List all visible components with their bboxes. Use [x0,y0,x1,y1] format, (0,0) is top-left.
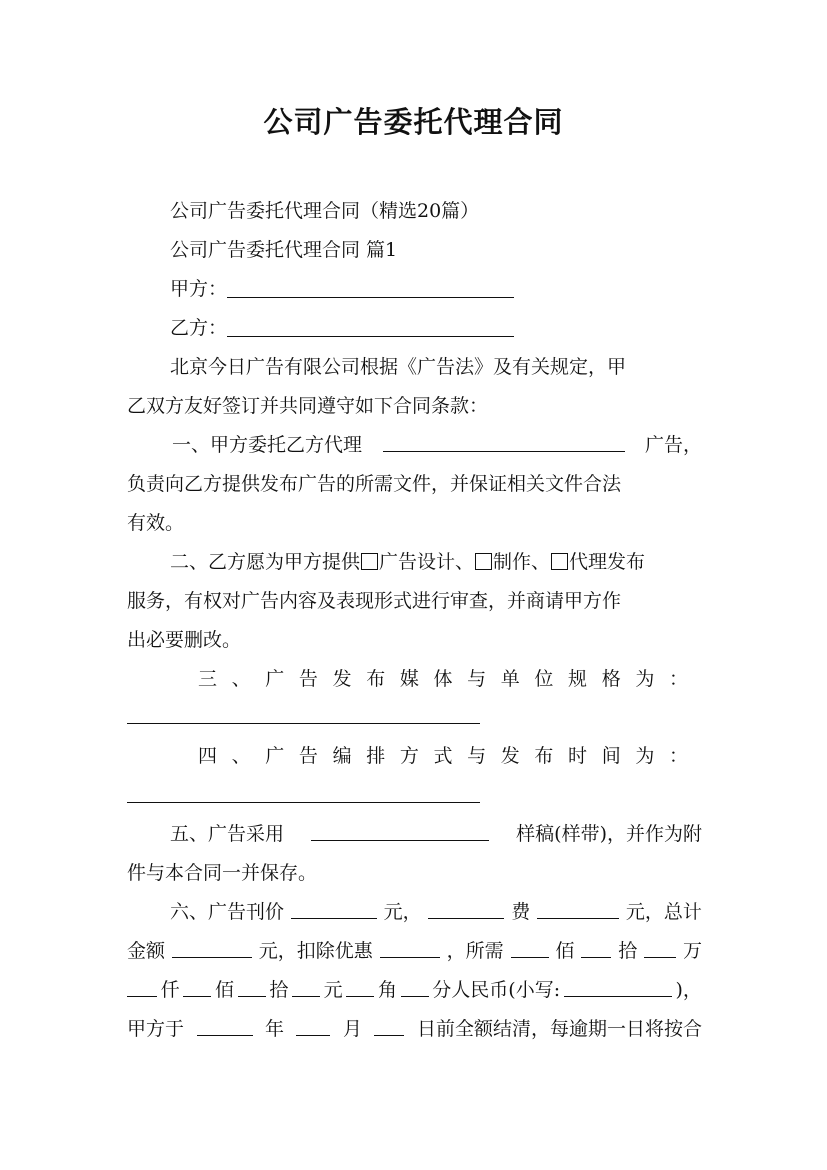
article-heading: 公司广告委托代理合同 篇1 [170,239,398,261]
clause4-char: 为 [635,745,655,767]
checkbox-design [361,553,378,570]
clause1-line-1 [172,431,702,459]
clause3-line-1 [198,665,688,693]
clause6-text: 金额 [127,940,166,962]
clause3-blank [127,723,480,724]
party-a-line [170,275,702,303]
clause6-line-3 [127,976,702,1004]
clause2-line-2: 服务，有权对广告内容及表现形式进行审查，并商请甲方作 [127,590,622,612]
clause2-line-1 [170,548,702,576]
jiao-blank [346,976,374,997]
intro-line-2: 乙双方友好签订并共同遵守如下合同条款： [127,395,489,417]
clause5-line-1 [170,820,702,848]
clause6-text: 元，总计 [625,901,702,923]
intro-line-1: 北京今日广告有限公司根据《广告法》及有关规定，甲 [170,356,627,378]
clause3-char: 体 [433,668,453,690]
clause4-char: 、 [231,745,251,767]
day-blank [374,1015,404,1036]
clause1-suffix: 广告， [644,434,702,456]
clause6-text: 日前全额结清，每逾期一日将按合 [416,1018,702,1040]
discount-blank [380,937,440,958]
million-blank [644,937,676,958]
clause3-char: 与 [467,668,487,690]
subtitle: 公司广告委托代理合同（精选20篇） [170,200,480,222]
ten-million-blank [581,937,611,958]
year-blank [197,1015,253,1036]
fee-type-blank [428,898,504,919]
clause3-char: 、 [231,668,251,690]
party-a-blank [227,277,514,298]
checkbox-production [475,553,492,570]
clause6-text: 拾 [618,940,638,962]
clause1-line-2: 负责向乙方提供发布广告的所需文件，并保证相关文件合法 [127,473,622,495]
clause4-line-1 [198,742,688,770]
month-blank [296,1015,330,1036]
ten-blank [238,976,266,997]
amount-blank [172,937,252,958]
clause2-opt2: 制作、 [493,551,551,573]
fee-blank [537,898,619,919]
clause4-char: 发 [500,745,520,767]
lowercase-amount-blank [564,976,672,997]
clause6-line-2 [127,937,702,965]
clause6-text: 仟 [160,979,180,1001]
clause4-char: 四 [198,745,218,767]
clause6-text: 元， [383,901,422,923]
hundred-blank [183,976,211,997]
thousand-blank [127,976,157,997]
clause5-prefix: 五、广告采用 [170,823,285,845]
clause6-text: 佰 [214,979,234,1001]
clause2-opt3: 代理发布 [569,551,646,573]
party-b-line [170,314,702,342]
clause6-text: 佰 [555,940,575,962]
fen-blank [401,976,429,997]
clause3-char: 布 [366,668,386,690]
clause2-line-3: 出必要删改。 [127,629,242,651]
clause5-line-2: 件与本合同一并保存。 [127,862,318,884]
clause3-char: 规 [568,668,588,690]
clause6-line-4 [127,1015,702,1043]
party-b-label: 乙方： [170,317,228,339]
clause3-char: 广 [265,668,285,690]
clause6-text: 万 [682,940,702,962]
clause6-line-1 [170,898,702,926]
party-b-blank [227,316,514,337]
clause6-text: 费 [511,901,531,923]
clause4-char: 排 [366,745,386,767]
clause1-line-3: 有效。 [127,512,185,534]
clause4-blank [127,802,480,803]
clause3-char: 单 [500,668,520,690]
clause3-char: 为 [635,668,655,690]
checkbox-agency [551,553,568,570]
clause4-char: 方 [399,745,419,767]
party-a-label: 甲方： [170,278,228,300]
clause3-char: 发 [332,668,352,690]
clause6-text: 甲方于 [127,1018,185,1040]
clause3-char: 格 [601,668,621,690]
clause4-char: 时 [568,745,588,767]
clause1-prefix: 一、甲方委托乙方代理 [172,434,363,456]
clause4-char: 编 [332,745,352,767]
clause6-text: )， [675,979,702,1001]
clause5-blank [311,820,489,841]
clause6-text: 六、广告刊价 [170,901,285,923]
hundred-million-blank [511,937,549,958]
clause4-char: 布 [534,745,554,767]
clause6-text: 角 [377,979,397,1001]
clause6-text: 拾 [269,979,289,1001]
clause4-char: 广 [265,745,285,767]
clause6-text: ，所需 [446,940,504,962]
yuan-blank [292,976,320,997]
clause1-blank [383,431,625,452]
clause4-char: 间 [601,745,621,767]
clause4-char: 告 [298,745,318,767]
clause3-char: 位 [534,668,554,690]
clause2-opt1: 广告设计、 [379,551,475,573]
clause6-text: 元，扣除优惠 [258,940,373,962]
clause4-char: 与 [467,745,487,767]
clause3-char: 告 [298,668,318,690]
clause6-text: 月 [342,1018,362,1040]
clause3-char: ： [668,668,688,690]
clause3-char: 三 [198,668,218,690]
clause3-char: 媒 [399,668,419,690]
clause4-char: 式 [433,745,453,767]
clause5-suffix: 样稿(样带)，并作为附 [516,823,702,845]
document-title: 公司广告委托代理合同 [263,105,564,139]
price-blank [291,898,377,919]
clause6-text: 年 [264,1018,284,1040]
clause2-prefix: 二、乙方愿为甲方提供 [170,551,361,573]
clause4-char: ： [668,745,688,767]
clause6-text: 元 [323,979,343,1001]
clause6-text: 分人民币(小写: [432,979,561,1001]
